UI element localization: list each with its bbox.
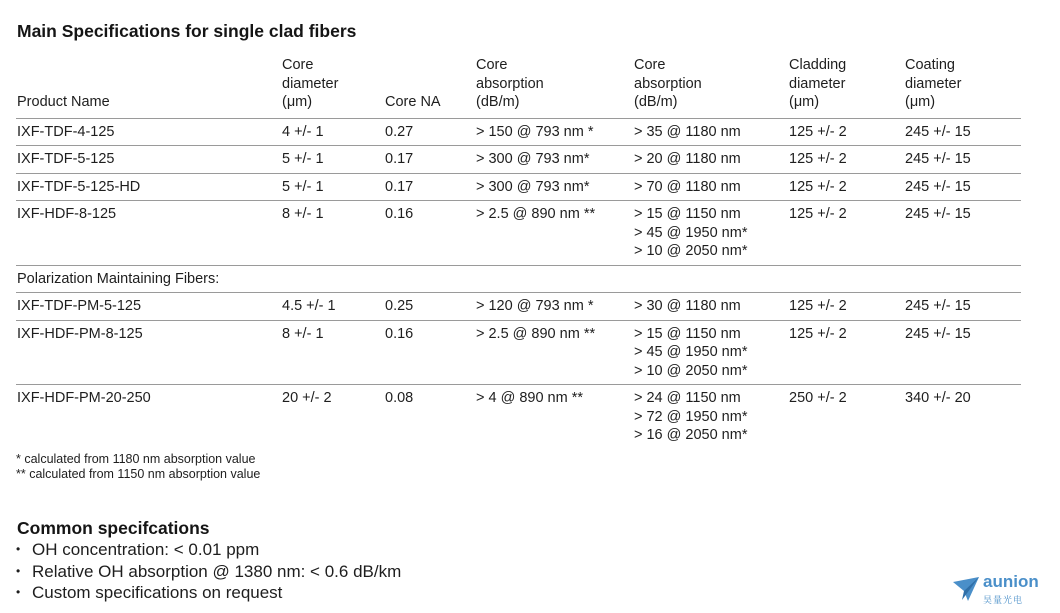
cell-core-absorption-pump: > 150 @ 793 nm * xyxy=(475,118,633,146)
cell-core-absorption-signal: > 70 @ 1180 nm xyxy=(633,173,788,201)
header-product-name: Product Name xyxy=(16,56,281,118)
bullet-icon: • xyxy=(16,563,21,578)
cell-core-diameter: 4.5 +/- 1 xyxy=(281,293,384,321)
cell-cladding-diameter: 250 +/- 2 xyxy=(789,390,847,406)
list-item-text: OH concentration: < 0.01 ppm xyxy=(32,540,260,559)
section-row xyxy=(16,265,1021,293)
table-row xyxy=(16,385,1021,449)
cell-cladding-diameter: 125 +/- 2 xyxy=(788,293,904,321)
header-cladding-diameter: Cladding diameter (μm) xyxy=(788,56,904,118)
list-item xyxy=(16,561,401,583)
cell-core-diameter: 4 +/- 1 xyxy=(281,118,384,146)
bullet-icon: • xyxy=(16,542,21,556)
logo-name: aunion xyxy=(983,572,1039,591)
cell-core-absorption-signal: > 15 @ 1150 nm > 45 @ 1950 nm* > 10 @ 2050 nm* xyxy=(633,320,788,385)
cell-core-absorption-pump: > 300 @ 793 nm* xyxy=(475,173,633,201)
cell-product-name: IXF-TDF-5-125 xyxy=(16,146,281,174)
footnote: ** calculated from 1150 nm absorption value xyxy=(16,467,261,481)
cell-coating-diameter: 245 +/- 15 xyxy=(904,146,1021,174)
cell-core-absorption-pump: > 300 @ 793 nm* xyxy=(475,146,633,174)
cell-product-name: IXF-HDF-8-125 xyxy=(16,201,281,266)
cell-cladding-diameter: 125 +/- 2 xyxy=(788,146,904,174)
cell-product-name: IXF-TDF-5-125-HD xyxy=(16,173,281,201)
cell-product-name: IXF-HDF-PM-8-125 xyxy=(16,320,281,385)
cell-core-absorption-signal: > 20 @ 1180 nm xyxy=(633,146,788,174)
list-item-text: Relative OH absorption @ 1380 nm: < 0.6 dB/km xyxy=(32,561,402,581)
cell-cladding-diameter: 125 +/- 2 xyxy=(788,118,904,146)
page-title: Main Specifications for single clad fibers xyxy=(17,21,357,41)
cell-core-na: 0.25 xyxy=(384,293,475,321)
common-specifications-list xyxy=(16,539,401,604)
cell-core-diameter: 8 +/- 1 xyxy=(281,201,384,266)
cell-coating-diameter: 340 +/- 20 xyxy=(905,390,971,406)
table-row xyxy=(16,293,1021,321)
list-item-text: Custom specifications on request xyxy=(32,583,283,602)
cell-coating-diameter: 245 +/- 15 xyxy=(904,201,1021,266)
cell-cladding-diameter: 125 +/- 2 xyxy=(788,173,904,201)
header-core-na: Core NA xyxy=(384,56,475,118)
table-row xyxy=(16,118,1021,146)
cell-core-na: 0.17 xyxy=(384,146,475,174)
cell-core-absorption-signal: > 35 @ 1180 nm xyxy=(633,118,788,146)
cell-core-na: 0.16 xyxy=(384,320,475,385)
cell-core-na: 0.16 xyxy=(384,201,475,266)
cell-core-diameter: 20 +/- 2 xyxy=(282,390,332,406)
cell-coating-diameter: 245 +/- 15 xyxy=(904,118,1021,146)
cell-coating-diameter: 245 +/- 15 xyxy=(904,320,1021,385)
cell-coating-diameter: 245 +/- 15 xyxy=(904,173,1021,201)
table-row xyxy=(16,201,1021,266)
cell-core-absorption-signal: > 15 @ 1150 nm > 45 @ 1950 nm* > 10 @ 2050 nm* xyxy=(633,201,788,266)
table-row xyxy=(16,173,1021,201)
cell-core-na: 0.17 xyxy=(384,173,475,201)
spec-table xyxy=(16,56,1021,449)
cell-product-name: IXF-HDF-PM-20-250 xyxy=(17,390,151,406)
section-label: Polarization Maintaining Fibers: xyxy=(16,265,1021,293)
cell-cladding-diameter: 125 +/- 2 xyxy=(788,201,904,266)
paper-plane-icon xyxy=(951,574,981,604)
cell-coating-diameter: 245 +/- 15 xyxy=(904,293,1021,321)
cell-core-na: 0.27 xyxy=(384,118,475,146)
bullet-icon: • xyxy=(16,585,21,599)
header-core-absorption-signal: Core absorption (dB/m) xyxy=(633,56,788,118)
header-core-diameter: Core diameter (μm) xyxy=(281,56,384,118)
cell-core-diameter: 5 +/- 1 xyxy=(281,173,384,201)
cell-core-absorption-signal: > 24 @ 1150 nm > 72 @ 1950 nm* > 16 @ 2050 nm* xyxy=(634,390,748,443)
common-specifications-title: Common specifcations xyxy=(17,518,210,538)
cell-product-name: IXF-TDF-4-125 xyxy=(16,118,281,146)
cell-core-absorption-signal: > 30 @ 1180 nm xyxy=(633,293,788,321)
logo-chinese-name: 昊量光电 xyxy=(983,595,1024,605)
table-header-row xyxy=(16,56,1021,118)
cell-core-absorption-pump: > 4 @ 890 nm ** xyxy=(476,390,584,406)
cell-cladding-diameter: 125 +/- 2 xyxy=(788,320,904,385)
cell-core-na: 0.08 xyxy=(385,390,414,406)
list-item xyxy=(16,582,401,604)
table-row xyxy=(16,320,1021,385)
table-row xyxy=(16,146,1021,174)
cell-core-diameter: 8 +/- 1 xyxy=(281,320,384,385)
footnotes xyxy=(16,452,260,482)
list-item xyxy=(16,539,401,561)
cell-core-absorption-pump: > 2.5 @ 890 nm ** xyxy=(475,201,633,266)
header-coating-diameter: Coating diameter (μm) xyxy=(904,56,1021,118)
cell-core-absorption-pump: > 120 @ 793 nm * xyxy=(475,293,633,321)
cell-product-name: IXF-TDF-PM-5-125 xyxy=(16,293,281,321)
footnote: * calculated from 1180 nm absorption value xyxy=(16,452,256,466)
company-logo xyxy=(951,572,1051,606)
cell-core-diameter: 5 +/- 1 xyxy=(281,146,384,174)
cell-core-absorption-pump: > 2.5 @ 890 nm ** xyxy=(475,320,633,385)
header-core-absorption-pump: Core absorption (dB/m) xyxy=(475,56,633,118)
